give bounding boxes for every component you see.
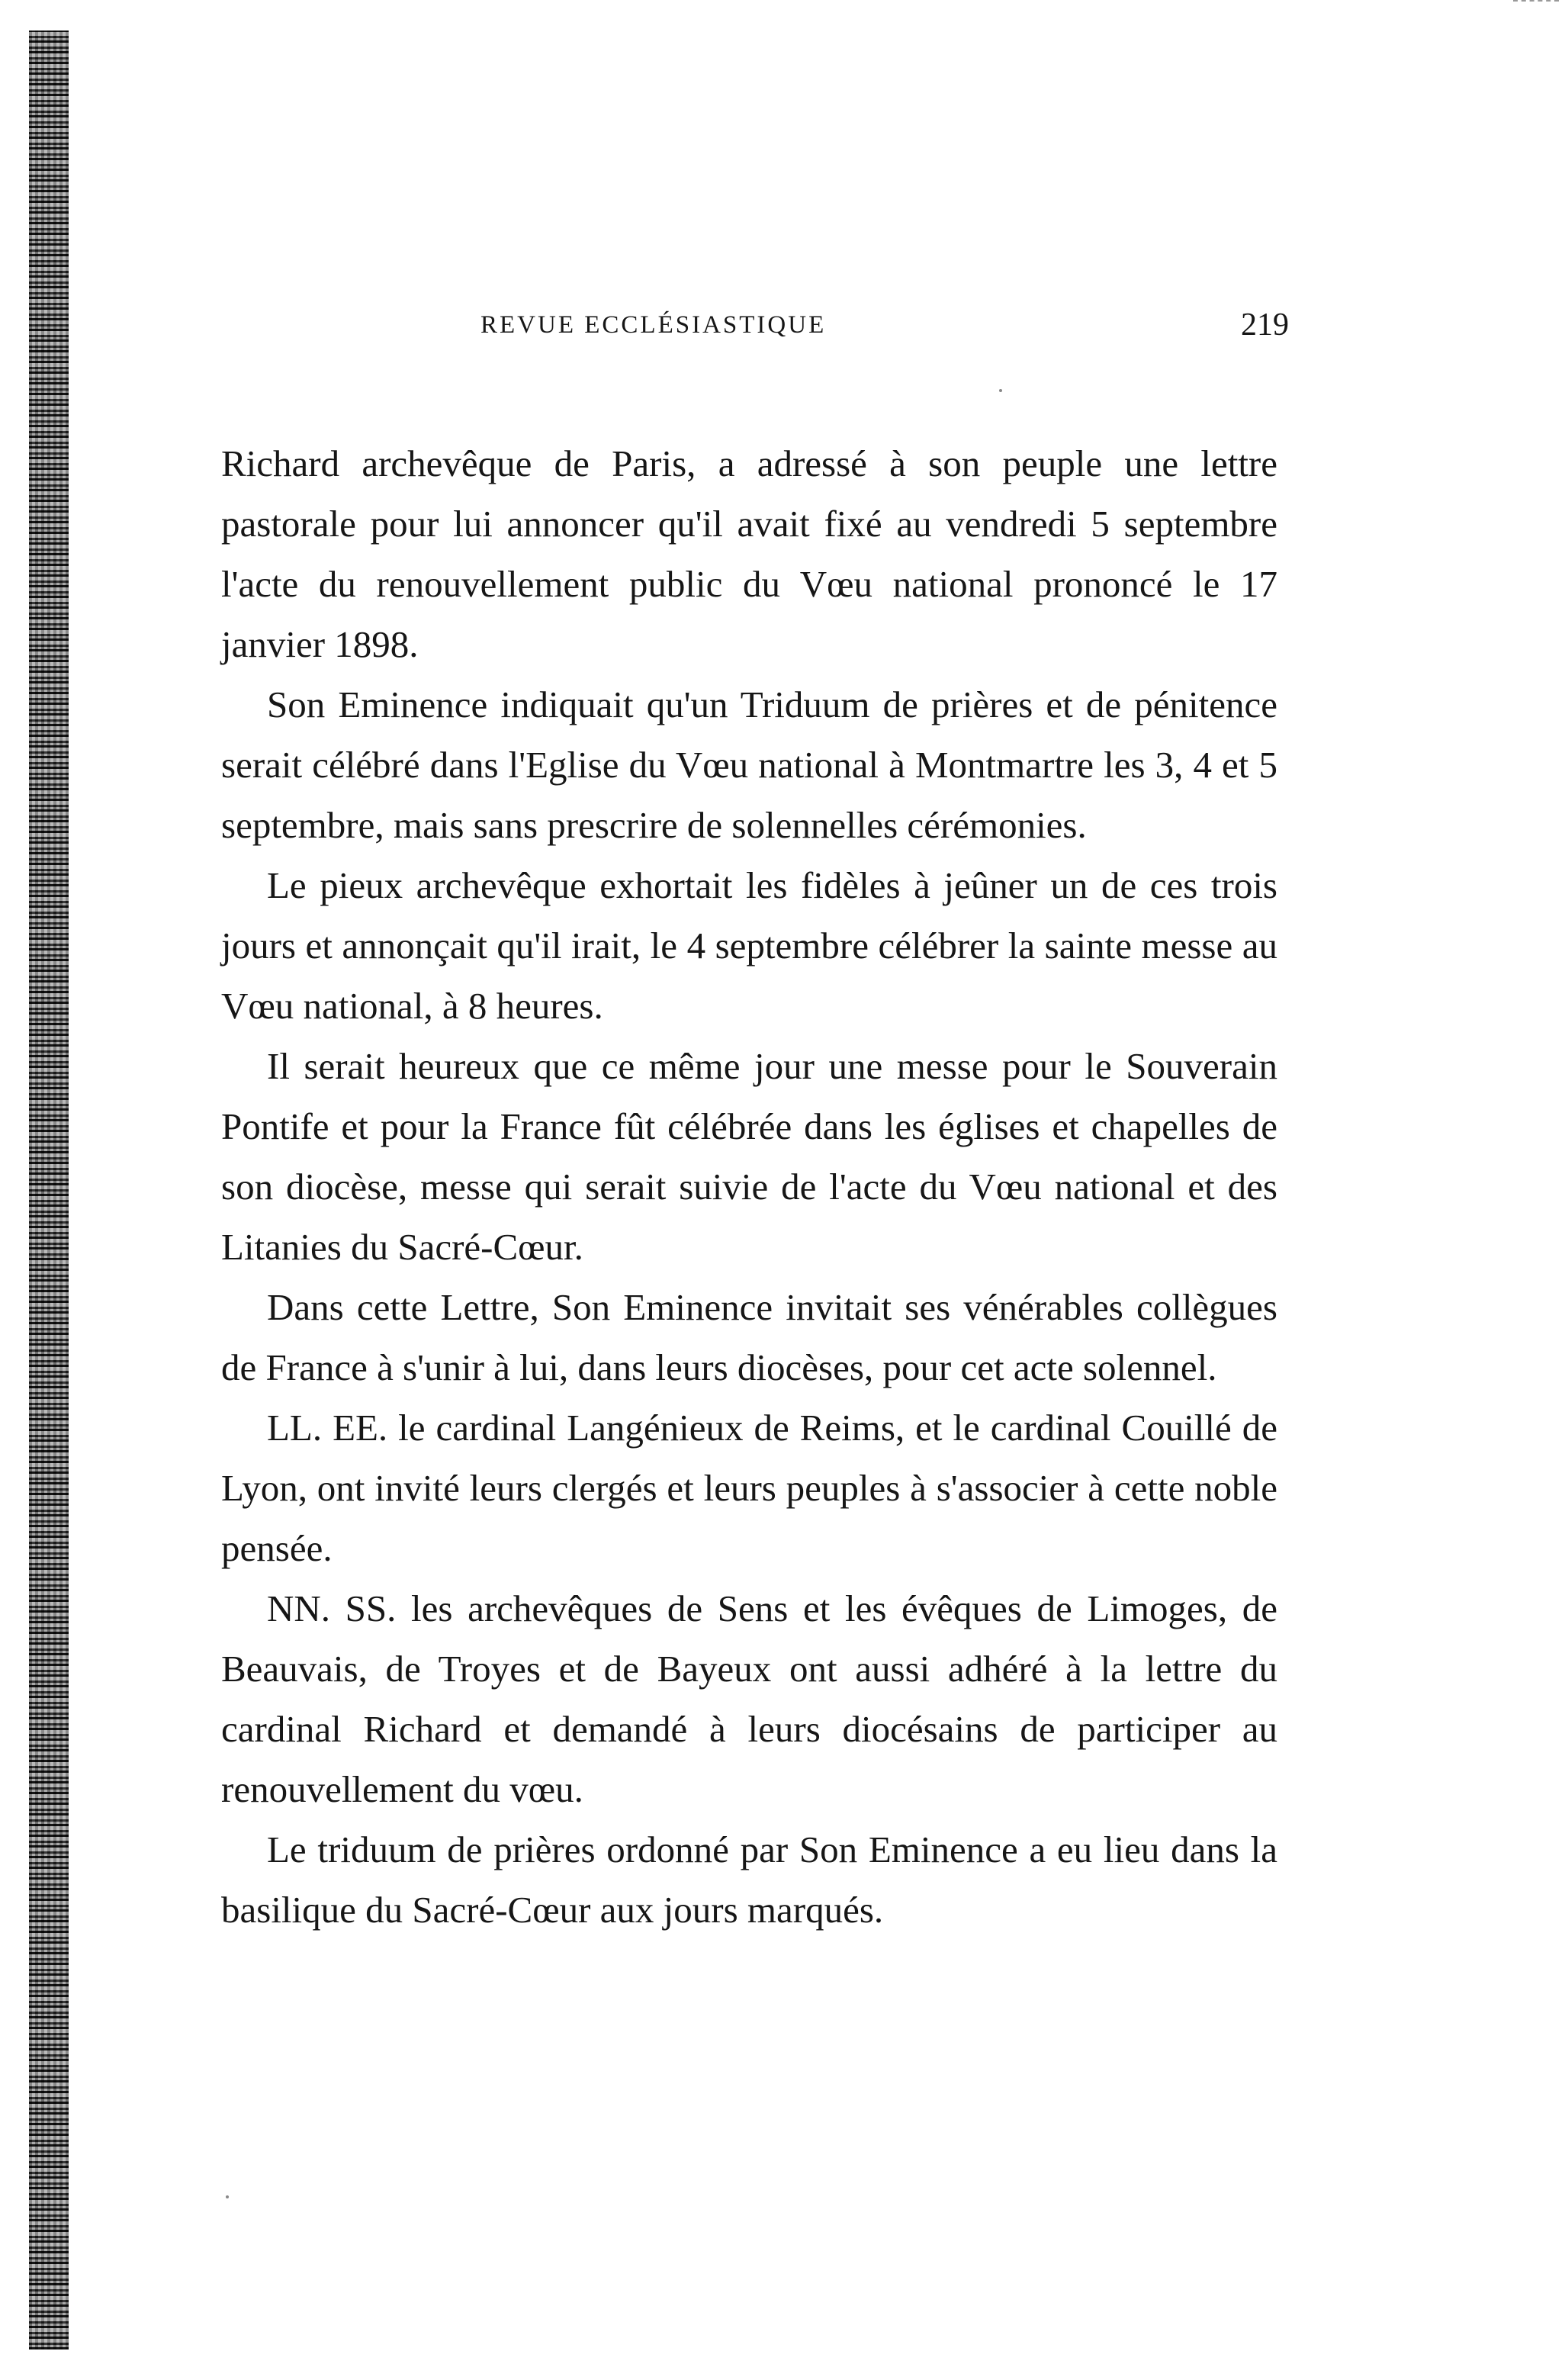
body-text <box>221 433 1277 1940</box>
page-number: 219 <box>1241 307 1289 343</box>
scan-corner-mark <box>1513 0 1559 8</box>
scan-speck <box>999 389 1002 392</box>
paragraph-5: Dans cette Lettre, Son Eminence invitait ses vénérables collègues de France à s'unir à lui, dans leurs diocèses, pour cet acte solennel. <box>221 1286 1277 1388</box>
running-title: REVUE ECCLÉSIASTIQUE <box>480 311 827 339</box>
paragraph-3: Le pieux archevêque exhortait les fidèles à jeûner un de ces trois jours et annonçait qu'il irait, le 4 septembre célébrer la sainte messe au Vœu national, à 8 heures. <box>221 864 1277 1027</box>
scan-speck <box>226 2195 229 2198</box>
running-head <box>221 307 1289 345</box>
paragraph-7: NN. SS. les archevêques de Sens et les évêques de Limoges, de Beauvais, de Troyes et de Bayeux ont aussi adhéré à la lettre du cardinal Richard et demandé à leurs diocésains de participer au renouvellement du vœu. <box>221 1587 1277 1810</box>
page-binding-edge <box>29 31 69 2349</box>
paragraph-6: LL. EE. le cardinal Langénieux de Reims, et le cardinal Couillé de Lyon, ont invité leurs clergés et leurs peuples à s'associer à cette noble pensée. <box>221 1407 1277 1569</box>
paragraph-2: Son Eminence indiquait qu'un Triduum de prières et de pénitence serait célébré dans l'Eglise du Vœu national à Montmartre les 3, 4 et 5 septembre, mais sans prescrire de solennelles cérémonies. <box>221 683 1277 846</box>
paragraph-1: Richard archevêque de Paris, a adressé à son peuple une lettre pastorale pour lui annoncer qu'il avait fixé au vendredi 5 septembre l'acte du renouvellement public du Vœu national prononcé le 17 janvier 1898. <box>221 442 1277 665</box>
paragraph-8: Le triduum de prières ordonné par Son Eminence a eu lieu dans la basilique du Sacré-Cœur aux jours marqués. <box>221 1828 1277 1931</box>
paragraph-4: Il serait heureux que ce même jour une messe pour le Souverain Pontife et pour la France fût célébrée dans les églises et chapelles de son diocèse, messe qui serait suivie de l'acte du Vœu national et des Litanies du Sacré-Cœur. <box>221 1045 1277 1268</box>
